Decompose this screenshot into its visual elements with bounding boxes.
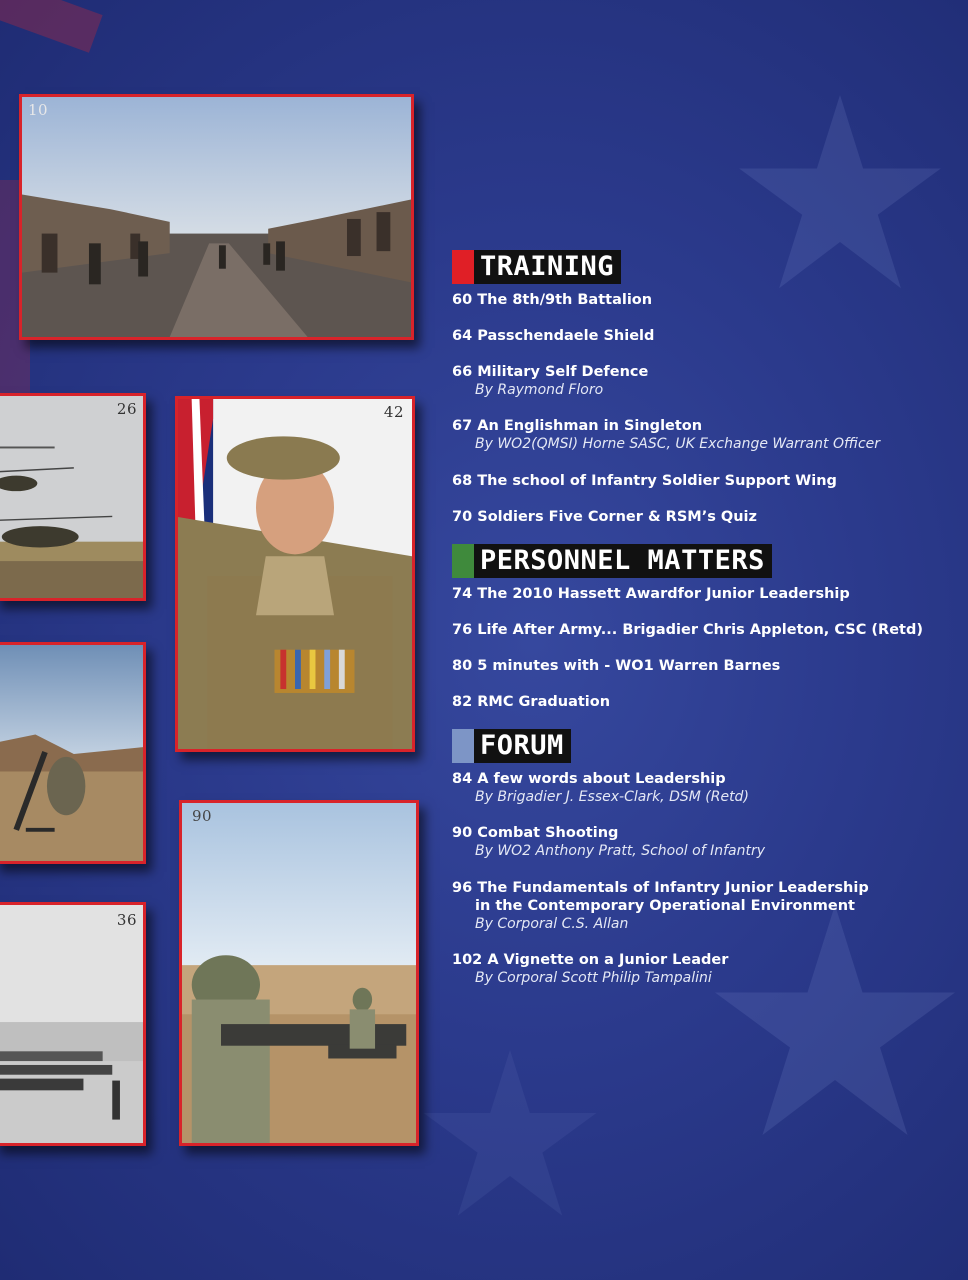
section-title: PERSONNEL MATTERS — [474, 544, 772, 578]
toc-entry[interactable]: 90 Combat Shooting By WO2 Anthony Pratt, School of Infantry — [452, 825, 765, 859]
toc-entry[interactable]: 102 A Vignette on a Junior Leader By Corporal Scott Philip Tampalini — [452, 952, 729, 986]
star-icon — [735, 75, 945, 325]
photo-helicopters — [0, 393, 146, 601]
photo-mortar — [0, 642, 146, 864]
toc-entry[interactable]: 74 The 2010 Hassett Awardfor Junior Leadership — [452, 586, 850, 602]
section-color-chip — [452, 729, 474, 763]
toc-entry[interactable]: 68 The school of Infantry Soldier Support Wing — [452, 473, 837, 489]
section-color-chip — [452, 250, 474, 284]
section-header-forum — [452, 729, 571, 763]
section-title: FORUM — [474, 729, 571, 763]
photo-parade — [0, 902, 146, 1146]
toc-entry[interactable]: 84 A few words about Leadership By Brigadier J. Essex-Clark, DSM (Retd) — [452, 771, 749, 805]
entry-title: The 8th/9th Battalion — [477, 292, 653, 308]
entry-title: 5 minutes with - WO1 Warren Barnes — [477, 658, 781, 674]
photo-combat-shooting — [179, 800, 419, 1146]
entry-title: Passchendaele Shield — [477, 328, 655, 344]
entry-title: A few words about Leadership — [477, 771, 726, 787]
entry-byline: By WO2(QMSI) Horne SASC, UK Exchange Warrant Officer — [475, 436, 881, 452]
star-icon — [710, 900, 960, 1160]
entry-byline: By Corporal C.S. Allan — [475, 916, 629, 932]
entry-title: The Fundamentals of Infantry Junior Leadership — [477, 880, 869, 896]
star-icon — [420, 1040, 600, 1240]
entry-title: RMC Graduation — [477, 694, 611, 710]
section-color-chip — [452, 544, 474, 578]
section-title: TRAINING — [474, 250, 621, 284]
entry-title: Combat Shooting — [477, 825, 619, 841]
photo-portrait — [175, 396, 415, 752]
entry-byline: By Corporal Scott Philip Tampalini — [475, 970, 712, 986]
toc-entry[interactable]: 64 Passchendaele Shield — [452, 328, 655, 344]
entry-title: Life After Army... Brigadier Chris Appleton, CSC (Retd) — [477, 622, 923, 638]
entry-title: Soldiers Five Corner & RSM’s Quiz — [477, 509, 757, 525]
photo-street-patrol — [19, 94, 414, 340]
page-number: 42 — [383, 403, 404, 421]
entry-title: The school of Infantry Soldier Support Wing — [477, 473, 837, 489]
page-number: 90 — [192, 807, 213, 825]
toc-entry[interactable]: 80 5 minutes with - WO1 Warren Barnes — [452, 658, 781, 674]
page-number: 26 — [116, 400, 137, 418]
entry-title-continued: in the Contemporary Operational Environment — [475, 898, 855, 914]
toc-entry[interactable]: 66 Military Self Defence By Raymond Floro — [452, 364, 649, 398]
toc-entry[interactable]: 60 The 8th/9th Battalion — [452, 292, 653, 308]
entry-byline: By WO2 Anthony Pratt, School of Infantry — [475, 843, 765, 859]
entry-title: An Englishman in Singleton — [477, 418, 703, 434]
flag-stripe — [0, 0, 103, 53]
toc-entry[interactable]: 70 Soldiers Five Corner & RSM’s Quiz — [452, 509, 757, 525]
toc-entry[interactable]: 96 The Fundamentals of Infantry Junior Leadership in the Contemporary Operational Environment By Corporal C.S. Allan — [452, 880, 869, 932]
entry-byline: By Brigadier J. Essex-Clark, DSM (Retd) — [475, 789, 749, 805]
section-header-personnel-matters — [452, 544, 772, 578]
entry-byline: By Raymond Floro — [475, 382, 604, 398]
toc-entry[interactable]: 76 Life After Army... Brigadier Chris Appleton, CSC (Retd) — [452, 622, 923, 638]
toc-entry[interactable]: 82 RMC Graduation — [452, 694, 611, 710]
entry-title: A Vignette on a Junior Leader — [487, 952, 729, 968]
entry-title: Military Self Defence — [477, 364, 649, 380]
section-header-training — [452, 250, 621, 284]
page-number: 10 — [28, 101, 49, 119]
entry-title: The 2010 Hassett Awardfor Junior Leadership — [477, 586, 850, 602]
toc-entry[interactable]: 67 An Englishman in Singleton By WO2(QMSI) Horne SASC, UK Exchange Warrant Officer — [452, 418, 881, 452]
page-number: 36 — [116, 911, 137, 929]
